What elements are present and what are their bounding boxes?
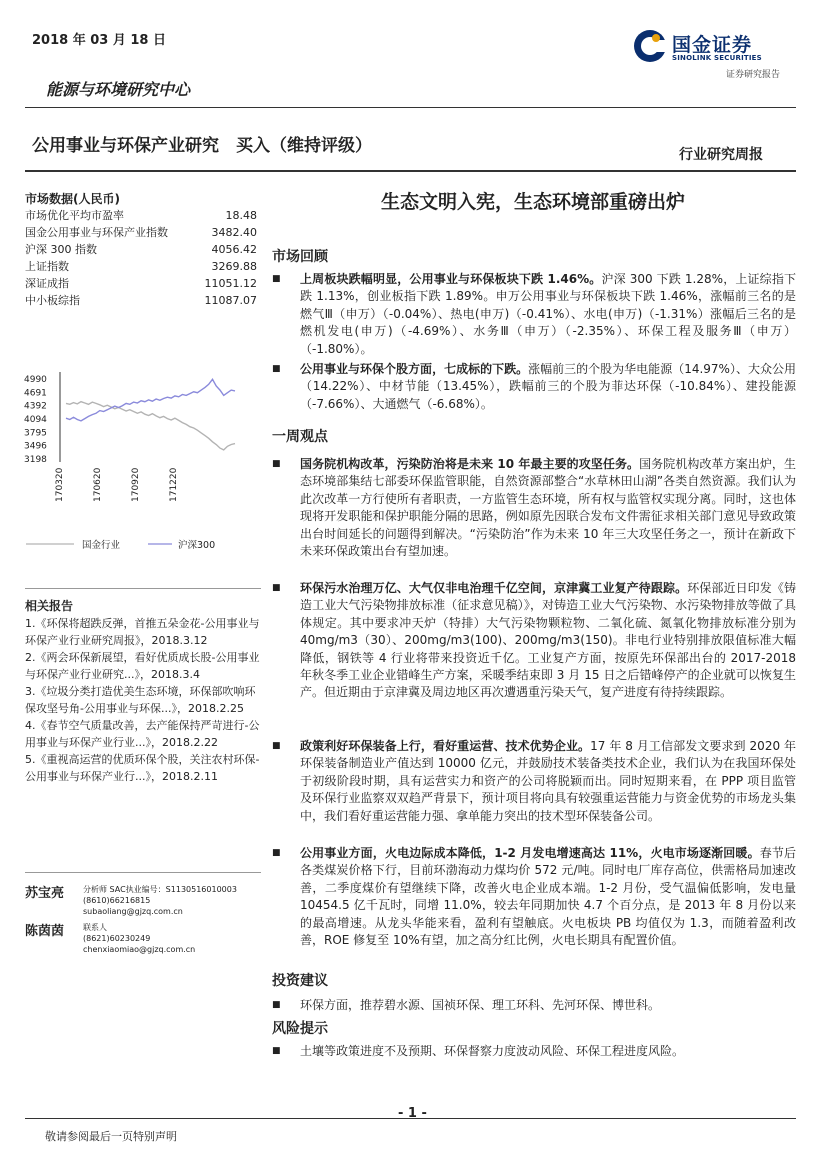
related-report-item[interactable]: 1.《环保将超跌反弹，首推五朵金花-公用事业与环保产业行业研究周报》，2018.3.12 [25, 617, 260, 647]
analyst-name: 苏宝亮 [25, 886, 65, 901]
divider [25, 107, 796, 108]
paragraph-body: 涨幅前三的个股为华电能源（14.97%）、大众公用（14.22%）、中材节能（13.45%），跌幅前三的个股为菲达环保（-10.84%）、建投能源（-7.66%）、大通燃气（-6.68%）。 [300, 362, 796, 411]
y-tick-label: 3496 [24, 441, 47, 452]
bullet-icon: ■ [272, 1000, 281, 1010]
paragraph-lead: 公用事业方面，火电边际成本降低，1-2 月发电增速高达 11%，火电市场逐渐回暖。 [300, 846, 760, 860]
paragraph-lead: 环保污水治理万亿、大气仅非电治理千亿空间，京津冀工业复产待跟踪。 [300, 581, 688, 595]
market-value: 3482.40 [211, 226, 257, 239]
bullet-icon: ■ [272, 364, 281, 374]
paragraph [272, 845, 796, 949]
analyst-email[interactable]: subaoliang@gjzq.com.cn [83, 907, 183, 916]
bullet-icon: ■ [272, 459, 281, 469]
paragraph [272, 997, 796, 1014]
report-type: 行业研究周报 [679, 147, 763, 163]
index-line-chart [20, 368, 260, 560]
y-tick-label: 4392 [24, 401, 47, 412]
advice-text: 环保方面，推荐碧水源、国祯环保、理工环科、先河环保、博世科。 [300, 998, 661, 1012]
market-label: 中小板综指 [25, 294, 80, 307]
logo-tag: 证券研究报告 [726, 70, 781, 80]
market-label: 沪深 300 指数 [25, 243, 97, 256]
related-report-item[interactable]: 5.《重视高运营的优质环保个股，关注农村环保-公用事业与环保产业行...》，2018.2.11 [25, 753, 260, 783]
y-tick-label: 4990 [24, 375, 47, 385]
bullet-icon: ■ [272, 1046, 281, 1056]
analyst-email[interactable]: chenxiaomiao@gjzq.com.cn [83, 945, 196, 954]
paragraph-body: 沪深 300 下跌 1.28%，上证综指下跌 1.13%，创业板指下跌 1.89%。申万公用事业与环保板块下跌 1.46%，涨幅前三名的是燃气Ⅲ（申万）（-0.04%）、热电(申万)（-0.41%）、水电(申万)（-1.31%）涨幅后三名的是燃机发电(申万)（-4.69%）、水务Ⅲ（申万）（-2.35%）、环保工程及服务Ⅲ（申万）（-1.80%）。 [300, 272, 796, 356]
logo-subtitle: SINOLINK SECURITIES [672, 54, 762, 62]
market-value: 18.48 [225, 209, 257, 222]
market-label: 上证指数 [25, 260, 69, 273]
market-data-title: 市场数据(人民币) [25, 192, 120, 206]
bullet-icon: ■ [272, 848, 281, 858]
related-report-item[interactable]: 4.《春节空气质量改善，去产能保持严苛进行-公用事业与环保产业行业...》，2018.2.22 [25, 719, 260, 749]
paragraph-body: 17 年 8 月工信部发文要求到 2020 年环保装备制造业产值达到 10000 亿元，并鼓励技术装备类技术企业，我们认为在我国环保处于初级阶段时期，具有运营实力和资产的公司将脱颖而出。同时短期来看，在 PPP 项目监管及环保行业监察双双趋严背景下，预计项目将向具有较强重运营能力与资金优势的市场龙头集中，我们看好重运营能力强、拿单能力突出的技术型环保装备公司。 [300, 739, 796, 823]
paragraph [272, 580, 796, 702]
bullet-icon: ■ [272, 741, 281, 751]
section-weekly-view: 一周观点 [272, 429, 328, 445]
x-tick-label: 170320 [55, 467, 65, 502]
research-center: 能源与环境研究中心 [46, 80, 191, 99]
paragraph [272, 456, 796, 560]
paragraph [272, 271, 796, 358]
bullet-icon: ■ [272, 274, 281, 284]
sinolink-logo-icon [632, 28, 668, 64]
series-line-industry [66, 402, 235, 450]
y-tick-label: 3795 [24, 428, 47, 439]
analyst-name: 陈茵茵 [25, 924, 65, 939]
bullet-icon: ■ [272, 583, 281, 593]
analyst-phone: (8610)66216815 [83, 896, 151, 905]
y-tick-label: 3198 [24, 455, 47, 465]
report-headline: 生态文明入宪，生态环境部重磅出炉 [380, 191, 685, 213]
market-row [25, 207, 257, 224]
legend-label: 沪深300 [178, 540, 216, 551]
paragraph [272, 361, 796, 413]
divider [25, 170, 796, 172]
y-tick-label: 4094 [24, 415, 47, 425]
paragraph-lead: 公用事业与环保个股方面，七成标的下跌。 [300, 362, 529, 376]
related-reports-title: 相关报告 [25, 599, 74, 613]
related-report-item[interactable]: 3.《垃圾分类打造优美生态环境，环保部吹响环保攻坚号角-公用事业与环保...》，2018.2.25 [25, 685, 256, 715]
market-row [25, 224, 257, 241]
paragraph-lead: 国务院机构改革，污染防治将是未来 10 年最主要的攻坚任务。 [300, 457, 640, 471]
related-report-item[interactable]: 2.《两会环保新展望，看好优质成长股-公用事业与环保产业行业研究...》，2018.3.4 [25, 651, 260, 681]
divider [25, 872, 261, 873]
research-title: 公用事业与环保产业研究 买入（维持评级） [32, 136, 372, 156]
market-data-table [25, 207, 257, 309]
paragraph-body: 环保部近日印发《铸造工业大气污染物排放标准（征求意见稿）》，对铸造工业大气污染物、水污染物排放等做了具体规定。其中要求冲天炉（特排）大气污染物颗粒物、二氧化硫、氮氧化物排放标准分别为 40mg/m3（30）、200mg/m3(100)、200mg/m3(150)。非电行业特别排放限值标准大幅降低，钢铁等 4 行业将带来投资近千亿。工业复产方面，按原先环保部出台的 2017-2018 年秋冬季工业企业错峰生产方案，采暖季结束即 3 月 15 日之后错峰停产的企业就可以恢复生产。但近期由于京津冀及周边地区再次遭遇重污染天气，复产进度有待持续跟踪。 [300, 581, 796, 700]
market-value: 11087.07 [204, 294, 257, 307]
market-label: 深证成指 [25, 277, 69, 290]
market-row [25, 292, 257, 309]
analyst-info [83, 922, 195, 955]
report-date: 2018 年 03 月 18 日 [32, 33, 166, 48]
paragraph [272, 738, 796, 825]
y-tick-label: 4691 [24, 388, 47, 399]
section-market-review: 市场回顾 [272, 249, 328, 265]
market-value: 3269.88 [211, 260, 257, 273]
section-investment-advice: 投资建议 [272, 973, 328, 989]
market-row [25, 258, 257, 275]
analyst-info [83, 884, 237, 917]
paragraph-lead: 上周板块跌幅明显，公用事业与环保板块下跌 1.46%。 [300, 272, 602, 286]
footer-notice: 敬请参阅最后一页特别声明 [45, 1130, 177, 1143]
market-row [25, 275, 257, 292]
x-tick-label: 170620 [93, 467, 103, 502]
risk-text: 土壤等政策进度不及预期、环保督察力度波动风险、环保工程进度风险。 [300, 1044, 685, 1058]
paragraph-body: 国务院机构改革方案出炉，生态环境部集结七部委环保监管职能，自然资源部整合“水草林田山湖”各类自然资源。我们认为此次改革一方行使所有者职责，一方监管生态环境，所有权与监管权实现分离。同时，这也体现将开发职能和保护职能分隔的思路，例如原先因联合发布文件需征求相关部门意见导致政策出台时间延长的问题得到解决。“污染防治”作为未来 10 年三大攻坚任务之一，预计在新政下未来环保政策出台有望加速。 [300, 457, 796, 559]
section-risk: 风险提示 [272, 1021, 328, 1037]
market-value: 4056.42 [211, 243, 257, 256]
legend-label: 国金行业 [82, 540, 121, 551]
x-tick-label: 171220 [169, 467, 179, 502]
page-number: - 1 - [398, 1106, 427, 1121]
paragraph-lead: 政策利好环保装备上行，看好重运营、技术优势企业。 [300, 739, 591, 753]
paragraph [272, 1043, 796, 1060]
market-row [25, 241, 257, 258]
x-tick-label: 170920 [131, 467, 141, 502]
analyst-title: 分析师 SAC执业编号：S1130516010003 [83, 885, 237, 894]
analyst-phone: (8621)60230249 [83, 934, 151, 943]
market-label: 市场优化平均市盈率 [25, 209, 124, 222]
market-value: 11051.12 [204, 277, 257, 290]
logo-text: 国金证券 [672, 34, 753, 56]
related-reports-list [25, 615, 265, 785]
analyst-title: 联系人 [83, 923, 107, 932]
market-label: 国金公用事业与环保产业指数 [25, 226, 168, 239]
paragraph-body: 春节后各类煤炭价格下行，目前环渤海动力煤均价 572 元/吨。同时电厂库存高位，供需格局加速改善，二季度煤价有望继续下降，改善火电企业成本端。1-2 月份，受气温偏低影响，发电量 10454.5 亿千瓦时，同增 11.0%，较去年同期加快 4.7 个百分点，是 2013 年 8 月份以来的最高增速。从龙头华能来看，盈利有望触底。火电板块 PB 均值仅为 1.3，而随着盈利改善，ROE 修复至 10%有望，加之高分红比例，火电长期具有配置价值。 [300, 846, 796, 948]
divider [25, 588, 261, 589]
